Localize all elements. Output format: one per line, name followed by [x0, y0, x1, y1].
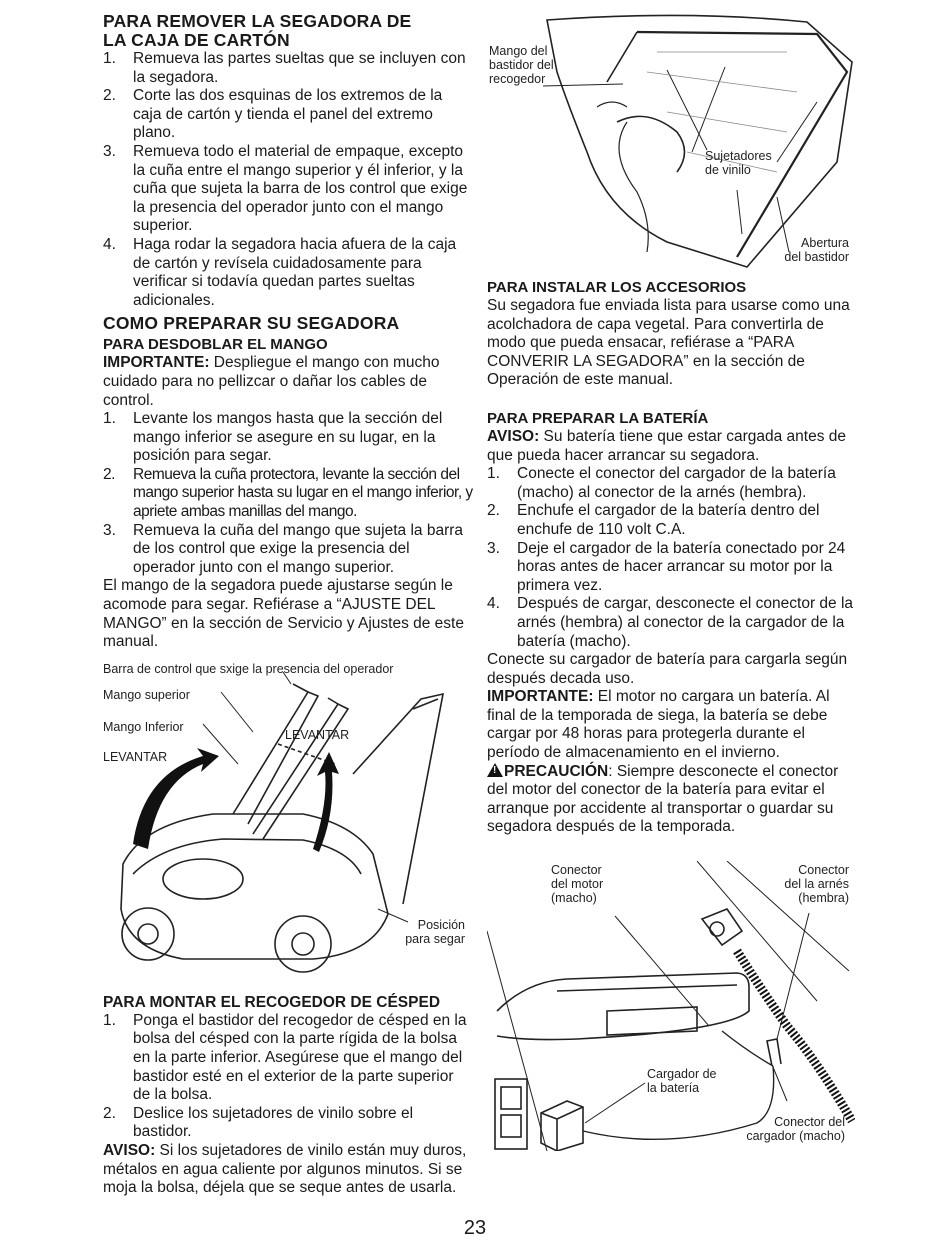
lower-handle-label: Mango Inferior [103, 719, 184, 734]
battery-caution-note: !PRECAUCIÓN: Siempre desconecte el conector del motor del conector de la batería para evitar el arranque por accidente al transportar o guardar su segadora después de la temporada. [487, 763, 855, 837]
lift-left-label: LEVANTAR [103, 749, 168, 764]
battery-steps-list [487, 465, 855, 651]
control-bar-label: Barra de control que sxige la presencia del operador [103, 661, 394, 676]
list-item: 1. Conecte el conector del cargador de la batería (macho) al conector de la arnés (hembra). [487, 465, 836, 501]
catcher-handle-label: Mango del bastidor del recogedor [489, 44, 554, 86]
grass-catcher-figure [487, 12, 855, 274]
unfold-steps-list [103, 410, 473, 577]
handle-adjust-note: El mango de la segadora puede ajustarse según le acomode para segar. Refiérase a “AJUSTE DEL MANGO” en la sección de Servicio y Ajustes de este manual. [103, 577, 464, 651]
list-item: 1. Levante los mangos hasta que la sección del mango inferior se asegure en su lugar, en la posición para segar. [103, 410, 443, 465]
upper-handle-label: Mango superior [103, 687, 190, 702]
vinyl-fasteners-label: Sujetadores de vinilo [705, 149, 772, 177]
list-item: 2. Remueva la cuña protectora, levante la sección del mango superior hasta su lugar en el mango inferior, y apriete ambas manillas del mango. [103, 465, 473, 521]
harness-connector-label: Conector del la arnés (hembra) [784, 863, 849, 906]
list-item: 1. Remueva las partes sueltas que se incluyen con la segadora. [103, 50, 466, 86]
list-item: 1. Ponga el bastidor del recogedor de césped en la bolsa del césped con la parte rígida de la bolsa en la parte inferior. Asegúrese que el mango del bastidor esté en el exterior de la parte superior de la bolsa. [103, 1011, 467, 1104]
right-column [487, 12, 855, 1151]
battery-after-use-note: Conecte su cargador de batería para cargarla según después decada uso. [487, 651, 848, 687]
frame-opening-label: Abertura del bastidor [784, 236, 849, 264]
section-title-remove: PARA REMOVER LA SEGADORA DE LA CAJA DE CARTÓN [103, 11, 412, 50]
grass-catcher-steps-list [103, 1012, 473, 1142]
section-title-battery: PARA PREPARAR LA BATERÍA [487, 409, 709, 427]
mowing-position-label: Posición para segar [405, 917, 465, 946]
list-item: 3. Deje el cargador de la batería conectado por 24 horas antes de hacer arrancar su motor por la primera vez. [487, 539, 846, 594]
lift-right-label: LEVANTAR [285, 727, 350, 742]
left-column [103, 12, 473, 1198]
motor-connector-label: Conector del motor (macho) [551, 863, 604, 906]
remove-steps-list [103, 50, 473, 310]
subsection-title-unfold: PARA DESDOBLAR EL MANGO [103, 336, 328, 354]
list-item: 2. Deslice los sujetadores de vinilo sobre el bastidor. [103, 1104, 414, 1141]
section-title-accessories: PARA INSTALAR LOS ACCESORIOS [487, 279, 747, 296]
battery-notice: AVISO: Su batería tiene que estar cargada antes de que pueda hacer arrancar su segadora. [487, 427, 847, 464]
battery-important-note: IMPORTANTE: El motor no cargara un batería. Al final de la temporada de siega, la batería se debe cargar por 48 horas para protegerla durante el período de almacenamiento en el invierno. [487, 688, 830, 762]
page-number: 23 [463, 1217, 487, 1239]
charger-connector-label: Conector del cargador (macho) [746, 1115, 845, 1144]
notice-note: AVISO: Si los sujetadores de vinilo están muy duros, métalos en agua caliente por algunos minutos. Si se moja la bolsa, déjela que se seque antes de usarla. [103, 1141, 467, 1197]
section-title-grass-catcher: PARA MONTAR EL RECOGEDOR DE CÉSPED [103, 993, 441, 1011]
list-item: 4. Después de cargar, desconecte el conector de la arnés (hembra) al conector de la cargador de la batería (macho). [487, 595, 854, 650]
list-item: 2. Enchufe el cargador de la batería dentro del enchufe de 110 volt C.A. [487, 502, 820, 538]
accessories-text: Su segadora fue enviada lista para usarse como una acolchadora de capa vegetal. Para convertirla de modo que pueda ensacar, refiérase a “PARA CONVERIR LA SEGADORA” en la sección de Operación de este manual. [487, 297, 850, 389]
section-title-prepare: COMO PREPARAR SU SEGADORA [103, 313, 400, 334]
important-note: IMPORTANTE: Despliegue el mango con mucho cuidado para no pellizcar o dañar los cables de control. [103, 354, 440, 409]
list-item: 2. Corte las dos esquinas de los extremos de la caja de cartón y tienda el panel del extremo plano. [103, 87, 443, 142]
list-item: 4. Haga rodar la segadora hacia afuera de la caja de cartón y revísela cuidadosamente para verificar si todavía quedan partes sueltas adicionales. [103, 235, 457, 309]
battery-charger-label: Cargador de la batería [647, 1067, 717, 1096]
mower-handle-figure [103, 661, 473, 980]
list-item: 3. Remueva la cuña del mango que sujeta la barra de los control que exige la presencia del operador junto con el mango superior. [103, 521, 464, 576]
list-item: 3. Remueva todo el material de empaque, excepto la cuña entre el mango superior y él inferior, y la cuña que sujeta la barra de los control que exige la presencia del operador junto con el mango superior. [103, 142, 468, 235]
warning-icon [487, 763, 503, 777]
battery-charger-figure [487, 861, 855, 1151]
